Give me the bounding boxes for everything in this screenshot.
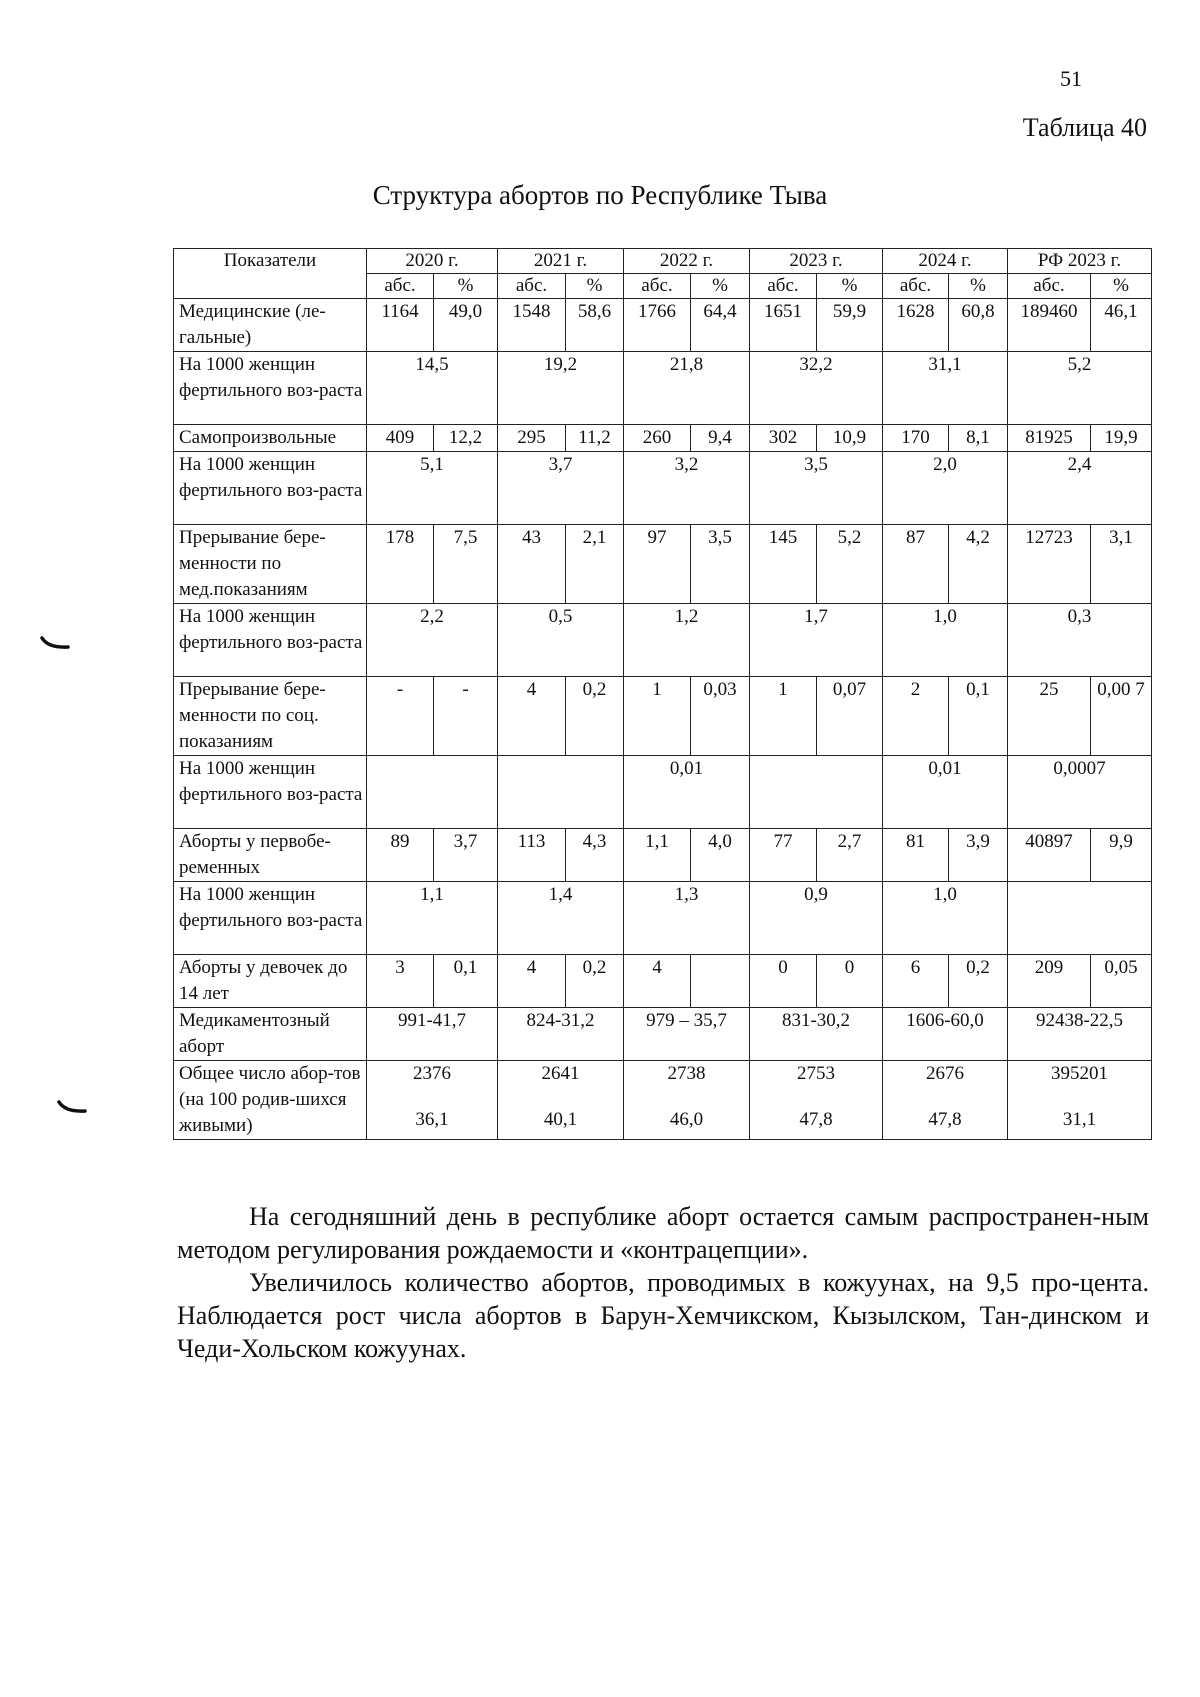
cell-abs: 1766	[624, 299, 691, 352]
cell-total	[883, 1061, 1008, 1140]
subheader-abs: абс.	[624, 274, 691, 299]
cell-merged: 3,7	[498, 452, 624, 525]
cell-merged: 5,2	[1008, 352, 1152, 425]
table-body	[174, 249, 1152, 1140]
cell-pct: 8,1	[949, 425, 1008, 452]
cell-abs: 189460	[1008, 299, 1091, 352]
cell-merged: 1,4	[498, 882, 624, 955]
cell-pct: 0,1	[949, 677, 1008, 756]
cell-abs: 209	[1008, 955, 1091, 1008]
cell-pct: 0,05	[1091, 955, 1152, 1008]
scan-mark	[57, 1100, 87, 1116]
cell-abs: 2	[883, 677, 949, 756]
cell-merged: 31,1	[883, 352, 1008, 425]
cell-pct: 0,07	[817, 677, 883, 756]
subheader-abs: абс.	[498, 274, 566, 299]
cell-merged: 2,0	[883, 452, 1008, 525]
cell-merged: 0,0007	[1008, 756, 1152, 829]
cell-pct: 5,2	[817, 525, 883, 604]
cell-abs: 1651	[750, 299, 817, 352]
cell-merged: 2,2	[367, 604, 498, 677]
cell-pct: 0,00 7	[1091, 677, 1152, 756]
total-per-100-births: 47,8	[799, 1109, 833, 1130]
cell-abs: 113	[498, 829, 566, 882]
subheader-abs: абс.	[883, 274, 949, 299]
cell-pct: 58,6	[566, 299, 624, 352]
cell-abs: 25	[1008, 677, 1091, 756]
row-label: Прерывание бере-менности по мед.показаниям	[174, 525, 367, 604]
cell-pct: 60,8	[949, 299, 1008, 352]
cell-abs: 0	[750, 955, 817, 1008]
cell-merged: 831-30,2	[750, 1008, 883, 1061]
cell-merged: 979 – 35,7	[624, 1008, 750, 1061]
subheader-pct: %	[817, 274, 883, 299]
subheader-abs: абс.	[750, 274, 817, 299]
row-label: На 1000 женщин фертильного воз-раста	[174, 452, 367, 525]
subheader-pct: %	[1091, 274, 1152, 299]
cell-merged: 1,1	[367, 882, 498, 955]
subheader-pct: %	[434, 274, 498, 299]
cell-total	[750, 1061, 883, 1140]
cell-pct: 3,5	[691, 525, 750, 604]
table-row	[174, 1061, 1152, 1140]
header-year: 2023 г.	[750, 249, 883, 274]
cell-pct: 46,1	[1091, 299, 1152, 352]
subheader-pct: %	[949, 274, 1008, 299]
cell-abs: 260	[624, 425, 691, 452]
cell-merged: 1,3	[624, 882, 750, 955]
cell-pct: 2,7	[817, 829, 883, 882]
cell-merged: 1,0	[883, 882, 1008, 955]
cell-abs: 87	[883, 525, 949, 604]
row-label: На 1000 женщин фертильного воз-раста	[174, 882, 367, 955]
cell-merged: 991-41,7	[367, 1008, 498, 1061]
header-year: 2022 г.	[624, 249, 750, 274]
table-row	[174, 525, 1152, 604]
cell-merged: 3,5	[750, 452, 883, 525]
table-row	[174, 352, 1152, 425]
cell-abs: 4	[624, 955, 691, 1008]
cell-abs: 77	[750, 829, 817, 882]
cell-abs: 3	[367, 955, 434, 1008]
row-label: Общее число абор-тов (на 100 родив-шихся живыми)	[174, 1061, 367, 1140]
table-header-row	[174, 249, 1152, 274]
cell-abs: 295	[498, 425, 566, 452]
cell-pct: 0,2	[566, 677, 624, 756]
subheader-abs: абс.	[367, 274, 434, 299]
total-count: 2641	[541, 1063, 580, 1084]
row-label: На 1000 женщин фертильного воз-раста	[174, 756, 367, 829]
cell-abs: 97	[624, 525, 691, 604]
cell-merged	[750, 756, 883, 829]
row-label: Аборты у девочек до 14 лет	[174, 955, 367, 1008]
total-per-100-births: 40,1	[543, 1109, 578, 1130]
cell-abs: 409	[367, 425, 434, 452]
cell-pct: 4,2	[949, 525, 1008, 604]
cell-pct: 3,7	[434, 829, 498, 882]
row-label: Аборты у первобе-ременных	[174, 829, 367, 882]
subheader-pct: %	[566, 274, 624, 299]
cell-pct: 3,1	[1091, 525, 1152, 604]
table-row	[174, 882, 1152, 955]
cell-abs: 89	[367, 829, 434, 882]
cell-abs: 6	[883, 955, 949, 1008]
cell-merged: 3,2	[624, 452, 750, 525]
cell-merged: 32,2	[750, 352, 883, 425]
table-row	[174, 955, 1152, 1008]
row-label: На 1000 женщин фертильного воз-раста	[174, 604, 367, 677]
cell-pct: 0,2	[566, 955, 624, 1008]
cell-total	[498, 1061, 624, 1140]
cell-abs: 170	[883, 425, 949, 452]
cell-pct: 9,4	[691, 425, 750, 452]
cell-pct: 3,9	[949, 829, 1008, 882]
page-number: 51	[1060, 66, 1082, 91]
table-label: Таблица 40	[1022, 113, 1147, 142]
paragraph: На сегодняшний день в республике аборт остается самым распространен-ным методом регулирования рождаемости и «контрацепции».	[177, 1202, 1149, 1264]
header-year-rf: РФ 2023 г.	[1008, 249, 1152, 274]
body-text	[177, 1200, 1149, 1365]
cell-abs: 302	[750, 425, 817, 452]
cell-total	[624, 1061, 750, 1140]
cell-abs: 4	[498, 955, 566, 1008]
cell-merged	[1008, 882, 1152, 955]
cell-merged: 14,5	[367, 352, 498, 425]
total-per-100-births: 31,1	[1062, 1109, 1097, 1130]
cell-merged: 0,5	[498, 604, 624, 677]
row-label: Медицинские (ле-гальные)	[174, 299, 367, 352]
row-label: Прерывание бере-менности по соц. показаниям	[174, 677, 367, 756]
cell-pct: 49,0	[434, 299, 498, 352]
cell-abs: 43	[498, 525, 566, 604]
cell-merged	[367, 756, 498, 829]
total-count: 2753	[797, 1063, 835, 1084]
cell-merged: 1,0	[883, 604, 1008, 677]
cell-merged: 1,7	[750, 604, 883, 677]
cell-merged: 0,3	[1008, 604, 1152, 677]
cell-merged: 0,01	[624, 756, 750, 829]
cell-pct: 64,4	[691, 299, 750, 352]
table-row	[174, 604, 1152, 677]
cell-abs: 81925	[1008, 425, 1091, 452]
subheader-pct: %	[691, 274, 750, 299]
total-per-100-births: 46,0	[669, 1109, 704, 1130]
row-label: Медикаментозный аборт	[174, 1008, 367, 1061]
total-per-100-births: 47,8	[928, 1109, 962, 1130]
cell-total	[1008, 1061, 1152, 1140]
cell-pct: 2,1	[566, 525, 624, 604]
cell-total	[367, 1061, 498, 1140]
table-row	[174, 756, 1152, 829]
cell-pct: 9,9	[1091, 829, 1152, 882]
cell-pct: 0,1	[434, 955, 498, 1008]
subheader-abs: абс.	[1008, 274, 1091, 299]
cell-pct: 4,3	[566, 829, 624, 882]
cell-pct: 12,2	[434, 425, 498, 452]
paragraph: Увеличилось количество абортов, проводимых в кожуунах, на 9,5 про-цента. Наблюдается рост числа абортов в Барун-Хемчикском, Кызылском, Тан-динском и Чеди-Хольском кожуунах.	[177, 1268, 1149, 1363]
table-row	[174, 677, 1152, 756]
cell-pct: -	[434, 677, 498, 756]
cell-merged: 0,01	[883, 756, 1008, 829]
cell-abs: -	[367, 677, 434, 756]
cell-abs: 145	[750, 525, 817, 604]
cell-abs: 81	[883, 829, 949, 882]
table-row	[174, 1008, 1152, 1061]
cell-abs: 12723	[1008, 525, 1091, 604]
cell-merged: 19,2	[498, 352, 624, 425]
header-year: 2021 г.	[498, 249, 624, 274]
cell-pct: 19,9	[1091, 425, 1152, 452]
total-count: 2676	[926, 1063, 964, 1084]
cell-merged: 1606-60,0	[883, 1008, 1008, 1061]
row-label: Самопроизвольные	[174, 425, 367, 452]
cell-pct: 0	[817, 955, 883, 1008]
cell-merged: 5,1	[367, 452, 498, 525]
cell-merged: 824-31,2	[498, 1008, 624, 1061]
cell-abs: 40897	[1008, 829, 1091, 882]
table-title: Структура абортов по Республике Тыва	[372, 180, 828, 210]
cell-merged: 21,8	[624, 352, 750, 425]
cell-merged: 1,2	[624, 604, 750, 677]
table-row	[174, 299, 1152, 352]
cell-pct: 4,0	[691, 829, 750, 882]
header-year: 2024 г.	[883, 249, 1008, 274]
table-row	[174, 829, 1152, 882]
header-indicators: Показатели	[174, 249, 367, 299]
cell-abs: 178	[367, 525, 434, 604]
table-row	[174, 452, 1152, 525]
abortion-structure-table	[173, 248, 1152, 1140]
total-per-100-births: 36,1	[415, 1109, 449, 1130]
cell-merged: 0,9	[750, 882, 883, 955]
cell-abs: 1628	[883, 299, 949, 352]
cell-merged: 2,4	[1008, 452, 1152, 525]
row-label: На 1000 женщин фертильного воз-раста	[174, 352, 367, 425]
cell-pct: 10,9	[817, 425, 883, 452]
cell-merged: 92438-22,5	[1008, 1008, 1152, 1061]
cell-pct: 0,2	[949, 955, 1008, 1008]
cell-pct: 7,5	[434, 525, 498, 604]
total-count: 2738	[667, 1063, 706, 1084]
cell-pct: 0,03	[691, 677, 750, 756]
total-count: 395201	[1051, 1063, 1108, 1084]
cell-abs: 1548	[498, 299, 566, 352]
cell-pct	[691, 955, 750, 1008]
table-row	[174, 425, 1152, 452]
scan-mark	[40, 636, 70, 652]
cell-abs: 4	[498, 677, 566, 756]
cell-pct: 59,9	[817, 299, 883, 352]
total-count: 2376	[413, 1063, 451, 1084]
cell-abs: 1	[624, 677, 691, 756]
cell-abs: 1164	[367, 299, 434, 352]
cell-merged	[498, 756, 624, 829]
cell-abs: 1,1	[624, 829, 691, 882]
cell-abs: 1	[750, 677, 817, 756]
header-year: 2020 г.	[367, 249, 498, 274]
cell-pct: 11,2	[566, 425, 624, 452]
